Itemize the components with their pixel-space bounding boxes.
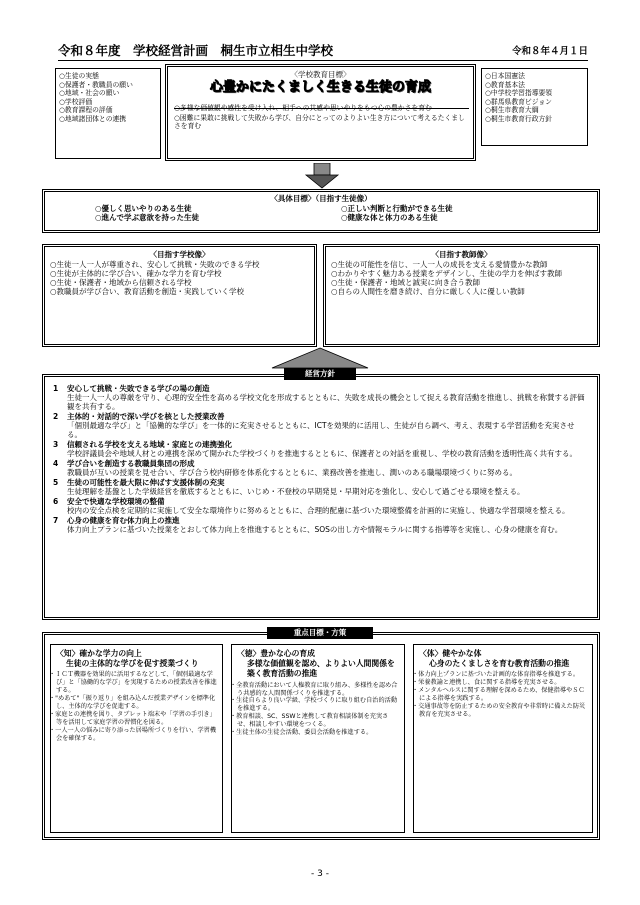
reference-item: ○桐生市教育行政方針 [485, 114, 553, 123]
policy-title: 生徒の可能性を最大限に伸ばす支援体制の充実 [67, 478, 225, 487]
policy-item [53, 478, 589, 496]
policy-body: 体力向上プランに基づいた授業をとおして体力向上を推進するとともに、SOSの出し方や情報モラルに関する指導等を実施し、心身の健康を育む。 [67, 525, 563, 534]
focus-col-knowledge [50, 644, 223, 833]
policy-number: 7 [53, 516, 59, 525]
focus-label: 重点目標・方策 [267, 627, 373, 639]
input-source-item: ○保護者・教職員の願い [59, 80, 133, 89]
focus-item: ・交通事故等を防止するための安全教育や非常時に備えた防災教育を充実させる。 [412, 703, 586, 718]
policy-item [53, 384, 589, 411]
policy-title: 学び合いを創造する教職員集団の形成 [67, 459, 195, 468]
policy-item [53, 516, 589, 534]
target-teacher-item: ○生徒・保護者・地域と誠実に向き合う教師 [331, 278, 481, 287]
focus-col-knowledge-head: 〈知〉確かな学力の向上 [56, 649, 142, 658]
policy-title: 心身の健康を育む体力向上の推進 [67, 516, 180, 525]
policy-title: 安全で快適な学校環境の整備 [67, 497, 165, 506]
focus-item: ・"めあて"「振り返り」を組み込んだ授業デザインを標準化し、主体的な学びを促進する。 [49, 695, 216, 711]
input-source-item: ○教育課程の評価 [59, 106, 113, 115]
target-teacher-label: 〈目指す教師像〉 [431, 250, 492, 259]
target-student-box [42, 189, 600, 233]
policy-item [53, 497, 589, 515]
target-teacher-item: ○生徒の可能性を信じ、一人一人の成長を支える愛情豊かな教師 [331, 260, 548, 269]
target-school-item: ○教職員が学び合い、教育活動を創造・実践していく学校 [50, 287, 245, 296]
school-goal-box [165, 64, 476, 161]
policy-number: 6 [53, 497, 59, 506]
focus-item: ・栄養教諭と連携し、食に関する指導を充実させる。 [412, 679, 561, 687]
focus-col-virtue [231, 644, 405, 833]
policy-title: 信頼される学校を支える地域・家庭との連携強化 [67, 440, 232, 449]
focus-item: ・生徒主体の生徒会活動、委員会活動を推進する。 [230, 729, 373, 737]
policy-body: 学校評議員会や地域人材との連携を深めて開かれた学校づくりを推進するとともに、保護者との対話を重視し、学校の教育活動を透明性高く共有する。 [67, 449, 577, 458]
policy-body: 生徒理解を基盤とした学級経営を徹底するとともに、いじめ・不登校の早期発見・早期対応を強化し、安心して過ごせる環境を整える。 [67, 487, 525, 496]
up-arrow-icon [270, 347, 370, 369]
reference-item: ○中学校学習指導要領 [485, 89, 553, 98]
target-student-label: 〈具体目標〉（目指す生徒像） [270, 194, 372, 203]
policy-item [53, 440, 589, 458]
goal-line-2: ○困難に果敢に挑戦して失敗から学び、自分にとってのよりよい生き方について考えるたくましさを育む [174, 113, 465, 131]
school-mission: 心豊かにたくましく生きる生徒の育成 [209, 80, 431, 95]
target-teacher-box [323, 244, 600, 347]
page-title: 令和８年度 学校経営計画 桐生市立相生中学校 [58, 43, 334, 58]
target-school-item: ○生徒一人一人が尊重され、安心して挑戦・失敗のできる学校 [50, 260, 260, 269]
title-rule [58, 60, 588, 61]
focus-item: ・メンタルヘルスに関する理解を深めるため、保健指導やＳＣによる指導を実践する。 [412, 687, 585, 703]
focus-item: ・体力向上プランに基づいた計画的な体育指導を推進する。 [412, 671, 580, 679]
reference-item: ○教育基本法 [485, 80, 525, 89]
references-box [481, 68, 588, 146]
policy-box [42, 374, 600, 620]
focus-col-knowledge-title: 生徒の主体的な学びを促す授業づくり [66, 659, 199, 669]
policy-label: 経営方針 [284, 368, 356, 380]
focus-item: ・一人一人の悩みに寄り添った居場所づくりを行い、学習機会を確保する。 [49, 726, 217, 742]
student-goal-2: ○正しい判断と行動ができる生徒 [341, 204, 453, 213]
policy-number: 3 [53, 440, 59, 449]
goal-line-1: ○多様な価値観や感性を受け入れ、相手への共感や思いやりをもつ心の豊かさを育む [174, 104, 432, 112]
policy-number: 5 [53, 478, 59, 487]
focus-item: ・全教育活動において人権教育に取り組み、多様性を認め合う共感的な人間関係づくりを推進する。 [230, 681, 398, 697]
input-source-item: ○地域・社会の願い [59, 89, 120, 98]
policy-item [53, 459, 589, 477]
focus-col-body [413, 644, 593, 833]
policy-title: 安心して挑戦・失敗できる学びの場の創造 [67, 384, 210, 393]
policy-number: 1 [53, 384, 59, 393]
focus-col-body-head: 〈体〉健やかな体 [419, 649, 482, 658]
policy-body: 「個別最適な学び」と「協働的な学び」を一体的に充実させるとともに、ICTを効果的に活用し、生徒が自ら調べ、考え、表現する学習活動を充実させる。 [67, 421, 575, 439]
target-school-label: 〈目指す学校像〉 [149, 250, 210, 259]
student-goal-1: ○優しく思いやりのある生徒 [95, 204, 192, 213]
focus-col-virtue-head: 〈徳〉豊かな心の育成 [237, 649, 315, 658]
issue-date: 令和８年４月１日 [511, 46, 588, 57]
policy-body: 校内の安全点検を定期的に実施して安全な環境作りに努めるとともに、合理的配慮に基づいた環境整備を計画的に実施し、快適な学習環境を整える。 [67, 506, 570, 515]
student-goal-3: ○進んで学ぶ意欲を持った生徒 [95, 213, 200, 222]
focus-item: ・生徒自らより良い学級、学校づくりに取り組む自治的活動を推進する。 [230, 697, 398, 713]
focus-item: ・教育相談、SC、SSWと連携して教育相談体制を充実させ、相談しやすい環境をつくる。 [230, 713, 389, 729]
reference-item: ○桐生市教育大綱 [485, 106, 539, 115]
focus-item: ・家庭との連携を図り、タブレット端末や「学習の手引き」等を活用して家庭学習の習慣化を図る。 [49, 710, 216, 726]
input-source-item: ○生徒の実態 [59, 72, 99, 80]
goal-divider [174, 108, 469, 109]
target-teacher-item: ○自らの人間性を磨き続け、自分に厳しく人に優しい教師 [331, 287, 525, 296]
input-sources-box [55, 68, 161, 159]
input-source-item: ○地域諸団体との連携 [59, 114, 127, 123]
page-number: - 3 - [311, 869, 329, 879]
target-school-box [42, 244, 317, 347]
policy-body: 生徒一人一人の尊厳を守り、心理的安全性を高める学校文化を形成するとともに、失敗を成長の機会として捉える教育活動を推進し、挑戦を称賛する評価観を共有する。 [67, 393, 585, 411]
focus-col-body-title: 心身のたくましさを育む教育活動の推進 [429, 659, 570, 669]
down-arrow-icon [304, 163, 340, 189]
target-school-item: ○生徒が主体的に学び合い、確かな学力を育む学校 [50, 269, 222, 278]
policy-body: 教職員が互いの授業を見せ合い、学び合う校内研修を体系化するとともに、業務改善を推進し、潤いのある職場環境づくりに努める。 [67, 468, 517, 477]
focus-item: ・ＩＣＴ機器を効果的に活用するなどして、「個別最適な学び」と「協働的な学び」を実現するための授業改善を推進する。 [49, 671, 217, 695]
reference-item: ○日本国憲法 [485, 72, 525, 80]
school-goal-label: 〈学校教育目標〉 [290, 70, 351, 79]
policy-number: 4 [53, 459, 59, 468]
reference-item: ○群馬県教育ビジョン [485, 97, 552, 106]
target-teacher-item: ○わかりやすく魅力ある授業をデザインし、生徒の学力を伸ばす教師 [331, 269, 563, 278]
target-school-item: ○生徒・保護者・地域から信頼される学校 [50, 278, 192, 287]
input-source-item: ○学校評価 [59, 97, 93, 106]
policy-item [53, 412, 589, 439]
policy-number: 2 [53, 412, 59, 421]
student-goal-4: ○健康な体と体力のある生徒 [341, 213, 438, 222]
policy-title: 主体的・対話的で深い学びを核とした授業改善 [67, 412, 225, 421]
focus-col-virtue-title: 多様な価値観を認め、よりよい人間関係を築く教育活動の推進 [247, 659, 395, 679]
